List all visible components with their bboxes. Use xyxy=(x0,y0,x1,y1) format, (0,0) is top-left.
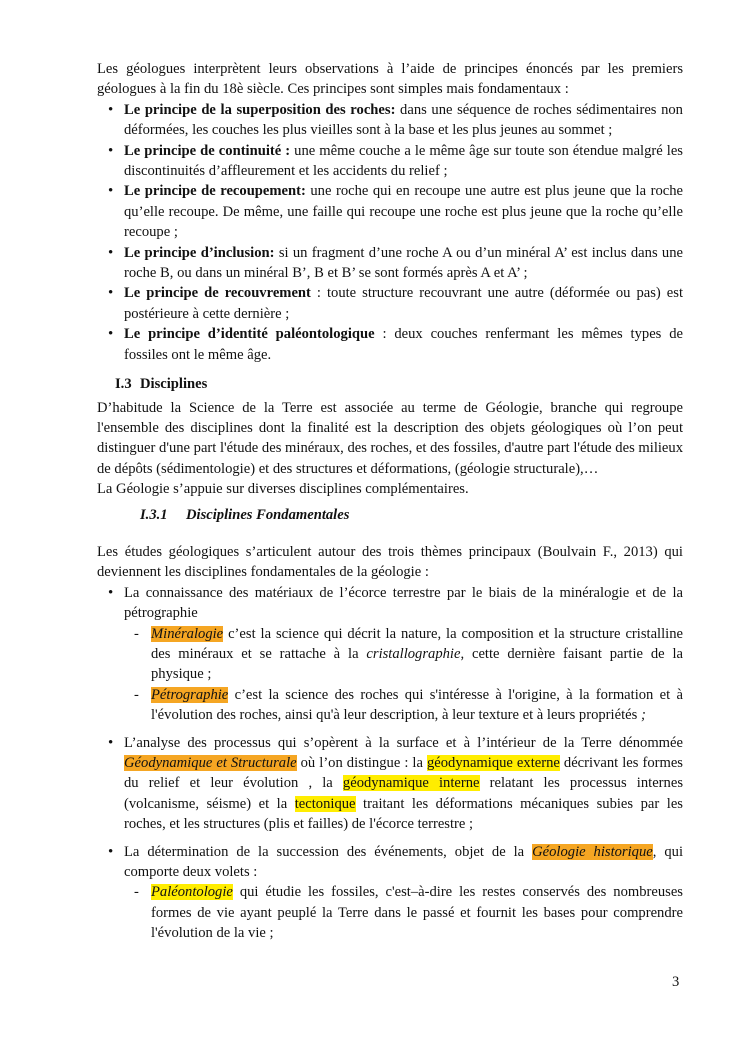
fondamentales-intro: Les études géologiques s’articulent autour des trois thèmes principaux (Boulvain F., 2013) qui deviennent les disciplines fondamentales de la géologie : xyxy=(97,543,683,581)
principle-text: : deux couches renfermant les mêmes types de fossiles ont le même âge. xyxy=(124,326,683,363)
theme-geologie-historique xyxy=(124,842,683,944)
subsection-number: I.3.1 xyxy=(140,506,168,523)
principle-title: Le principe de la superposition des roches: xyxy=(124,101,396,118)
sub-paleontologie xyxy=(151,882,683,943)
themes-list-3 xyxy=(97,842,683,944)
term-geologie-historique: Géologie historique xyxy=(532,843,653,860)
subsection-heading-fondamentales xyxy=(97,505,683,525)
term-geodynamique-structurale: Géodynamique et Structurale xyxy=(124,755,297,771)
definition-text: c’est la science qui décrit la nature, la composition et la structure cristalline des minéraux et se rattache à la xyxy=(151,625,683,662)
theme-text: L’analyse des processus qui s’opèrent à la surface et à l’intérieur de la Terre dénommée xyxy=(124,734,683,751)
principle-identite-paleontologique xyxy=(124,324,683,365)
theme-text: où l’on distingue : la xyxy=(296,755,427,771)
definition-text: c’est la science des roches qui s'intéresse à l'origine, à la formation et à l'évolution des roches, ainsi qu'à leur description, à leur texture et à leurs propriétés xyxy=(151,686,683,724)
term-tectonique: tectonique xyxy=(294,795,356,812)
theme-text: décrivant les formes du relief et leur évolution , la xyxy=(124,755,683,792)
principle-text: une roche qui en recoupe une autre est plus jeune que la roche qu’elle recoupe. De même, une faille qui recoupe une roche est plus jeune que la roche qu’elle recoupe ; xyxy=(124,183,683,241)
principle-text: une même couche a le même âge sur toute son étendue malgré les discontinuités d’affleurement et les accidents du relief ; xyxy=(124,142,683,180)
disciplines-paragraph-2: La Géologie s’appuie sur diverses disciplines complémentaires. xyxy=(97,481,469,498)
section-number: I.3 xyxy=(115,376,132,393)
principle-title: Le principe de recouvrement xyxy=(124,285,311,302)
principle-recouvrement xyxy=(124,283,683,324)
section-heading-disciplines xyxy=(97,374,683,394)
section-title: Disciplines xyxy=(140,376,208,393)
theme-geodynamique xyxy=(124,733,683,835)
themes-list-2 xyxy=(97,733,683,835)
principle-title: Le principe de continuité : xyxy=(124,142,291,159)
theme-text: , qui comporte deux volets : xyxy=(124,843,683,881)
term-geodynamique-externe: géodynamique externe xyxy=(426,755,560,771)
term-mineralogie: Minéralogie xyxy=(151,625,224,642)
definition-text: qui étudie les fossiles, c'est–à-dire les restes conservés des nombreuses formes de vie ayant peuplé la Terre dans le passé et fournit les bases pour comprendre l'évolution de la vie ; xyxy=(151,884,683,942)
theme-text: La connaissance des matériaux de l’écorce terrestre par le biais de la minéralogie et de la pétrographie xyxy=(124,584,683,622)
materiaux-sublist xyxy=(124,624,683,726)
term-cristallographie: cristallographie xyxy=(366,645,461,662)
intro-paragraph: Les géologues interprètent leurs observations à l’aide de principes énoncés par les premiers géologues à la fin du 18è siècle. Ces principes sont simples mais fondamentaux : xyxy=(97,61,683,98)
principle-text: dans une séquence de roches sédimentaires non déformées, les couches les plus vieilles sont à la base et les plus jeunes au sommet ; xyxy=(124,101,683,139)
principle-title: Le principe d’inclusion: xyxy=(124,244,275,261)
principles-list xyxy=(97,100,683,365)
page-number: 3 xyxy=(672,974,680,990)
principle-text: si un fragment d’une roche A ou d’un minéral A’ est inclus dans une roche B, ou dans un minéral B’, B et B’ se sont formés après A et A’ ; xyxy=(124,244,683,282)
theme-text: traitant les déformations mécaniques subies par les roches, et les structures (plis et failles) de l'écorce terrestre ; xyxy=(124,795,683,833)
disciplines-paragraph: D’habitude la Science de la Terre est associée au terme de Géologie, branche qui regroupe l'ensemble des disciplines dont la finalité est la description des objets géologiques où l’on peut distinguer d'une part l'étude des minéraux, des roches, et des fossiles, d'autre part l'étude des milieux de dépôts (sédimentologie) et des structures et déformations, (géologie structurale),… xyxy=(97,399,683,477)
principle-recoupement xyxy=(124,181,683,242)
principle-continuite xyxy=(124,141,683,182)
historique-sublist xyxy=(124,882,683,943)
subsection-title: Disciplines Fondamentales xyxy=(186,506,350,523)
principle-inclusion xyxy=(124,243,683,284)
principle-title: Le principe d’identité paléontologique xyxy=(124,326,375,343)
theme-text: relatant les processus internes (volcanisme, séisme) et la xyxy=(124,775,683,812)
term-geodynamique-interne: géodynamique interne xyxy=(342,775,480,792)
end-punctuation: ; xyxy=(640,707,646,724)
term-paleontologie: Paléontologie xyxy=(151,884,233,901)
term-petrographie: Pétrographie xyxy=(151,686,229,703)
principle-superposition xyxy=(124,100,683,141)
document-page xyxy=(97,59,683,944)
themes-list xyxy=(97,583,683,726)
sub-mineralogie xyxy=(151,624,683,685)
theme-text: La détermination de la succession des événements, objet de la xyxy=(124,843,533,860)
principle-title: Le principe de recoupement: xyxy=(124,183,306,200)
definition-text: , cette dernière faisant partie de la physique ; xyxy=(151,645,683,683)
theme-materiaux xyxy=(124,583,683,726)
principle-text: : toute structure recouvrant une autre (déformée ou pas) est postérieure à cette dernière ; xyxy=(124,285,683,322)
sub-petrographie xyxy=(151,685,683,726)
